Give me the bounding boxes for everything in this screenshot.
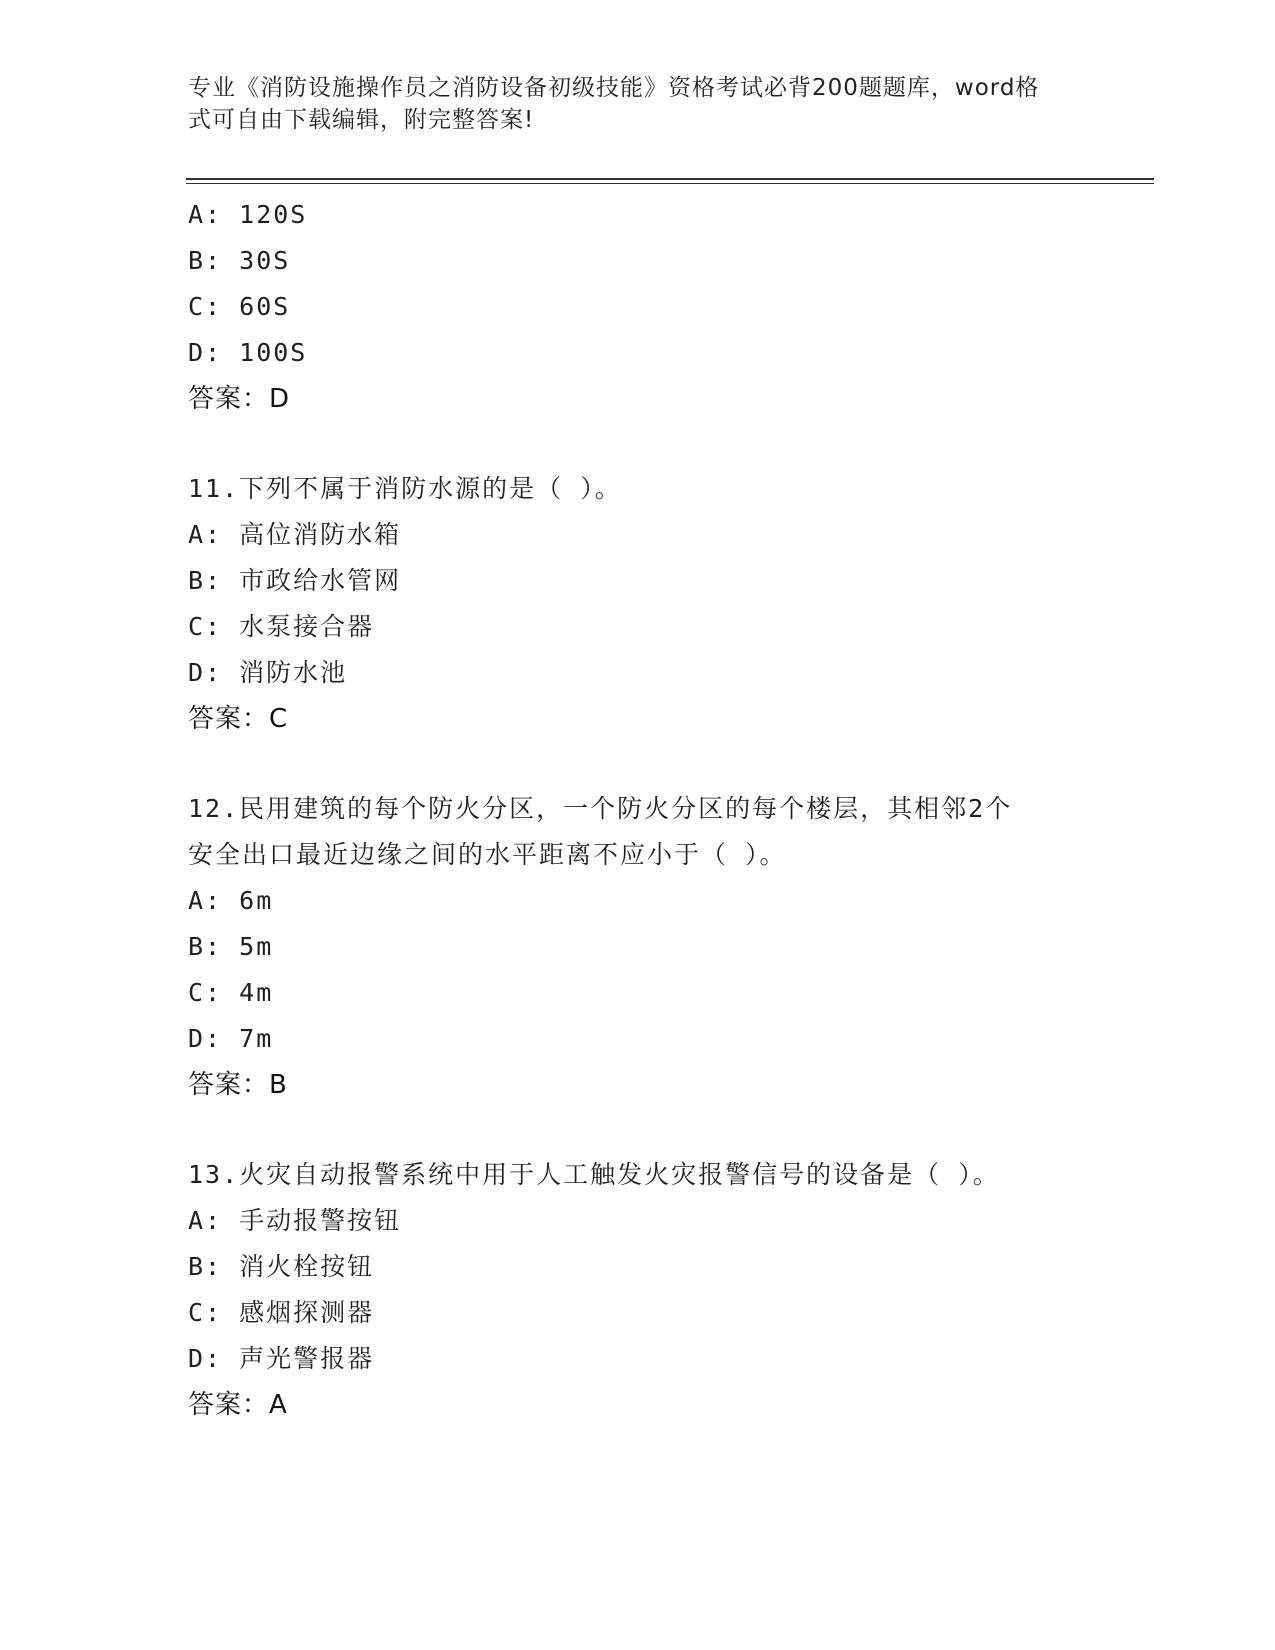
question-list: [188, 192, 1088, 1428]
option-c: C: 水泵接合器: [188, 612, 375, 641]
option-a: A: 高位消防水箱: [188, 520, 402, 549]
header-line-2: 式可自由下载编辑，附完整答案!: [188, 107, 535, 133]
option-c: C: 60S: [188, 292, 291, 321]
question-text: 11.下列不属于消防水源的是（ ）。: [188, 474, 622, 503]
option-c: C: 感烟探测器: [188, 1298, 375, 1327]
option-c: C: 4m: [188, 978, 274, 1007]
answer-label: 答案：C: [188, 704, 289, 734]
spacer: [188, 742, 1088, 786]
option-a: A: 6m: [188, 886, 274, 915]
spacer: [188, 422, 1088, 466]
question-10: [188, 192, 1088, 422]
spacer: [188, 1108, 1088, 1152]
header-divider-thin: [186, 183, 1154, 184]
answer-label: 答案：D: [188, 384, 291, 414]
document-header: [188, 72, 1068, 136]
option-b: B: 消火栓按钮: [188, 1252, 375, 1281]
header-line-1: 专业《消防设施操作员之消防设备初级技能》资格考试必背200题题库，word格: [188, 75, 1040, 101]
option-d: D: 声光警报器: [188, 1344, 375, 1373]
question-12: [188, 786, 1088, 1108]
question-text: 13.火灾自动报警系统中用于人工触发火灾报警信号的设备是（ ）。: [188, 1160, 1000, 1189]
question-text-line-2: 安全出口最近边缘之间的水平距离不应小于（ ）。: [188, 840, 787, 869]
question-11: [188, 466, 1088, 742]
option-d: D: 7m: [188, 1024, 274, 1053]
answer-label: 答案：B: [188, 1070, 288, 1100]
header-divider-thick: [186, 178, 1154, 180]
option-b: B: 5m: [188, 932, 274, 961]
option-b: B: 30S: [188, 246, 291, 275]
option-b: B: 市政给水管网: [188, 566, 402, 595]
option-d: D: 消防水池: [188, 658, 348, 687]
option-a: A: 手动报警按钮: [188, 1206, 402, 1235]
question-13: [188, 1152, 1088, 1428]
answer-label: 答案：A: [188, 1390, 288, 1420]
option-a: A: 120S: [188, 200, 308, 229]
question-text-line-1: 12.民用建筑的每个防火分区，一个防火分区的每个楼层，其相邻2个: [188, 794, 1013, 823]
option-d: D: 100S: [188, 338, 308, 367]
